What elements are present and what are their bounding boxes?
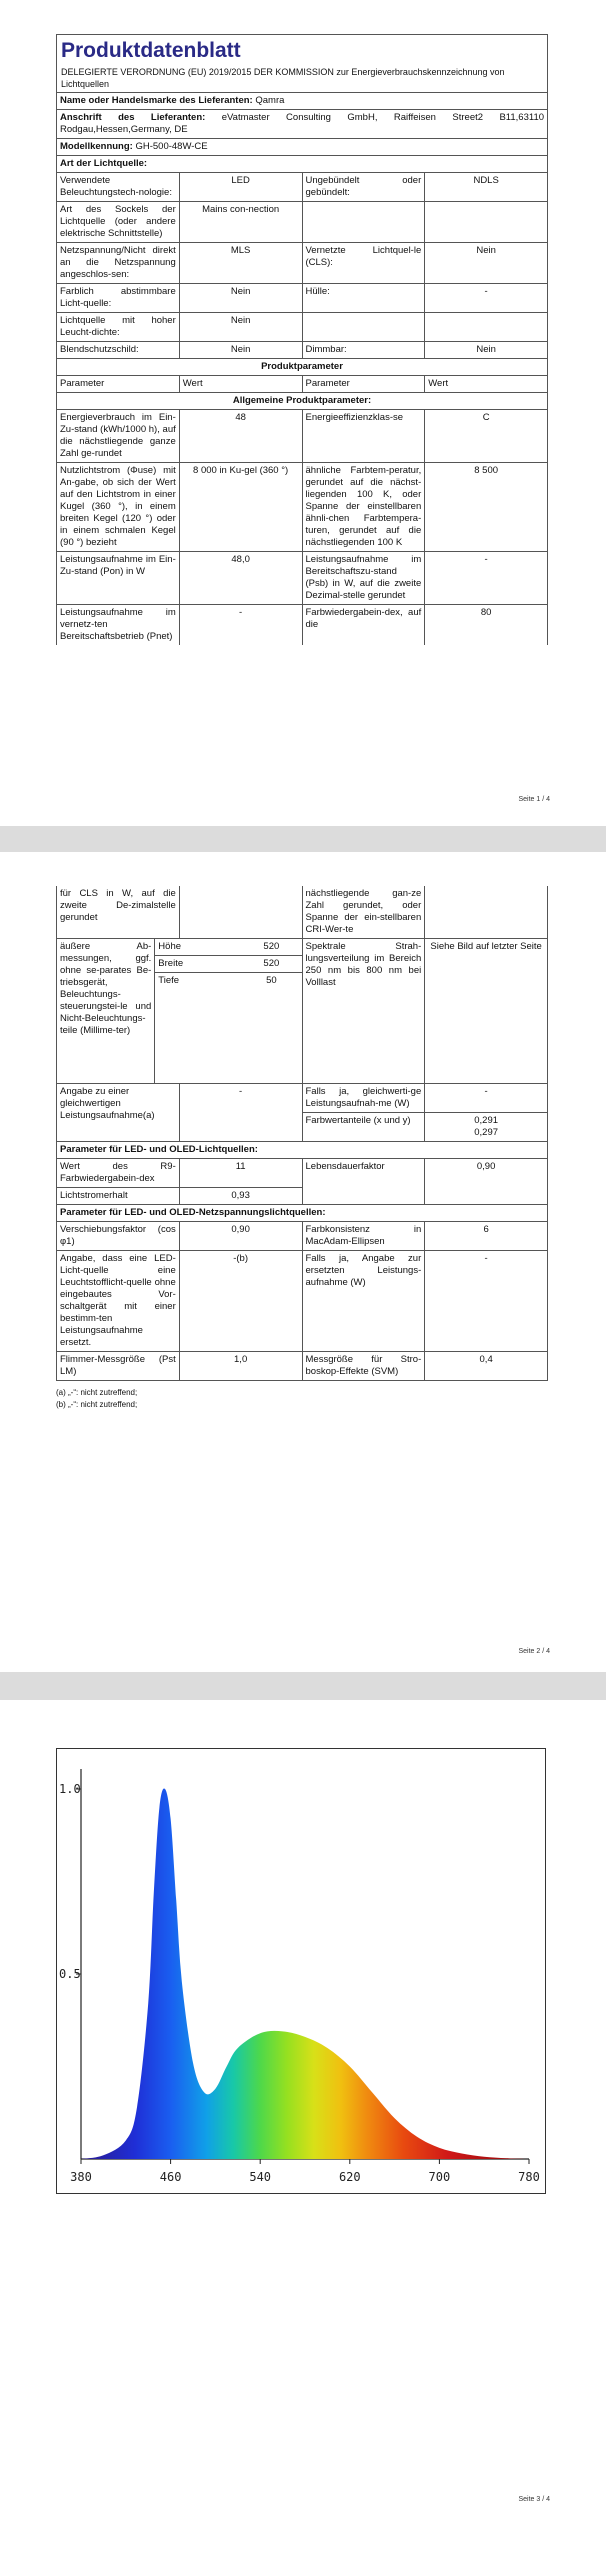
address-label: Anschrift des Lieferanten:: [60, 112, 206, 123]
x-tick-label: 620: [338, 2170, 361, 2184]
replace-value: -: [425, 1250, 548, 1351]
footnotes: [56, 1387, 548, 1411]
cell: Nein: [179, 313, 302, 342]
page-number: Seite 2 / 4: [518, 1648, 550, 1655]
page-number: Seite 1 / 4: [518, 796, 550, 803]
shift-label: Verschiebungsfaktor (cos φ1): [57, 1221, 180, 1250]
cell: Nein: [425, 243, 548, 284]
x-tick-label: 460: [159, 2170, 182, 2184]
dim-value-height: 520: [241, 939, 301, 956]
address-value: eVatmaster Consulting GmbH, Raiffeisen Street2 B11,63110 Rodgau,Hessen,Germany, DE: [60, 112, 545, 135]
y-tick-label: 1.0: [59, 1782, 81, 1796]
cell: Dimmbar:: [302, 342, 425, 359]
cell: Netzspannung/Nicht direkt an die Netzspannung angeschlos-sen:: [57, 243, 180, 284]
fluor-label: Angabe, dass eine LED-Licht-quelle eine Leuchtstofflicht-quelle ohne eingebautes Vor-schaltgerät mit einer bestimm-ten Leistungsaufnahme ersetzt.: [57, 1250, 180, 1351]
datasheet-table-2: [56, 886, 548, 1381]
cell: Farblich abstimmbare Licht-quelle:: [57, 284, 180, 313]
supplier-label: Name oder Handelsmarke des Lieferanten:: [60, 95, 253, 106]
color-coord-y: 0,297: [474, 1126, 499, 1138]
table-row: [57, 1221, 548, 1250]
cell: [302, 202, 425, 243]
dimensions-cell: [57, 939, 303, 1084]
flicker-label: Flimmer-Messgröße (Pst LM): [57, 1351, 180, 1380]
stroboscopic-label: Messgröße für Stro-boskop-Effekte (SVM): [302, 1351, 425, 1380]
cell: NDLS: [425, 173, 548, 202]
equiv-value: -: [179, 1083, 302, 1141]
cell: [425, 313, 548, 342]
cell: 8 000 in Ku-gel (360 °): [179, 463, 302, 552]
cell: Nein: [425, 342, 548, 359]
flux-maint-value: 0,93: [179, 1187, 302, 1204]
x-tick-label: 780: [518, 2170, 540, 2184]
footnote-a: (a) „-“: nicht zutreffend;: [56, 1387, 138, 1397]
stroboscopic-value: 0,4: [425, 1351, 548, 1380]
y-tick-label: 0.5: [59, 1967, 81, 1981]
color-coord-label: Farbwertanteile (x und y): [302, 1112, 425, 1141]
cell: Art des Sockels der Lichtquelle (oder andere elektrische Schnittstelle): [57, 202, 180, 243]
dimensions-label: äußere Ab-messungen, ggf. ohne se-parates Be-triebsgerät, Beleuchtungs-steuerungstei-le und Nicht-Beleuchtungs-teile (Millime-ter): [57, 939, 155, 1083]
cell: Mains con-nection: [179, 202, 302, 243]
cell: [179, 886, 302, 939]
dim-label-height: Höhe: [155, 939, 241, 956]
spectrum-svg: [57, 1749, 547, 2195]
col-param-2: Parameter: [302, 376, 425, 393]
equiv-right-value: -: [425, 1083, 548, 1112]
replace-label: Falls ja, Angabe zur ersetzten Leistungs-aufnahme (W): [302, 1250, 425, 1351]
macadam-label: Farbkonsistenz in MacAdam-Ellipsen: [302, 1221, 425, 1250]
cell: LED: [179, 173, 302, 202]
area-layer: [81, 1789, 529, 2159]
cell: Leistungsaufnahme im Bereitschaftszu-stand (Psb) in W, auf die zweite Dezimal-stelle gerundet: [302, 552, 425, 605]
flux-maint-label: Lichtstromerhalt: [57, 1187, 180, 1204]
datasheet-page-1: [56, 34, 548, 645]
lifetime-value: 0,90: [425, 1158, 548, 1204]
r9-label: Wert des R9-Farbwiedergabein-dex: [57, 1158, 180, 1187]
cont-left: für CLS in W, auf die zweite De-zimalstelle gerundet: [57, 886, 180, 939]
page-1: [0, 0, 606, 826]
table-row: [57, 284, 548, 313]
r9-value: 11: [179, 1158, 302, 1187]
table-row: [57, 1351, 548, 1380]
page-2: [0, 852, 606, 1672]
cell: Ungebündelt oder gebündelt:: [302, 173, 425, 202]
model-value: GH-500-48W-CE: [135, 141, 208, 152]
general-params-header: Allgemeine Produktparameter:: [57, 393, 548, 410]
table-row: [57, 1250, 548, 1351]
address-row: [57, 110, 548, 139]
macadam-value: 6: [425, 1221, 548, 1250]
table-row: [57, 1158, 548, 1187]
mains-params-header: Parameter für LED- und OLED-Netzspannungslichtquellen:: [57, 1204, 548, 1221]
cell: -: [425, 284, 548, 313]
table-row: [57, 342, 548, 359]
cell: Verwendete Beleuchtungstech-nologie:: [57, 173, 180, 202]
cell: Hülle:: [302, 284, 425, 313]
cell: Vernetzte Lichtquel-le (CLS):: [302, 243, 425, 284]
title-block: [56, 34, 548, 92]
column-header-row: [57, 376, 548, 393]
model-label: Modellkennung:: [60, 141, 133, 152]
dim-label-depth: Tiefe: [158, 975, 180, 986]
document-title: Produktdatenblatt: [61, 39, 241, 62]
table-row: [57, 410, 548, 463]
lifetime-label: Lebensdauerfaktor: [302, 1158, 425, 1204]
table-row: [57, 552, 548, 605]
shift-value: 0,90: [179, 1221, 302, 1250]
page-number: Seite 3 / 4: [518, 2496, 550, 2503]
cell: Nein: [179, 342, 302, 359]
cell: Energieverbrauch im Ein-Zu-stand (kWh/1000 h), auf die nächstliegende ganze Zahl ge-rundet: [57, 410, 180, 463]
document-subtitle: DELEGIERTE VERORDNUNG (EU) 2019/2015 DER KOMMISSION zur Energieverbrauchskennzeichnung von Lichtquellen: [61, 67, 505, 89]
cell: 80: [425, 605, 548, 646]
cell: ähnliche Farbtem-peratur, gerundet auf die nächst-liegenden 100 K, oder Spanne der einstellbaren ähnli-chen Farbtempera-turen, gerundet auf die nächstliegenden 100 K: [302, 463, 425, 552]
cell: -: [179, 605, 302, 646]
table-row: [57, 173, 548, 202]
table-row: [57, 939, 548, 1084]
table-row: [57, 1083, 548, 1112]
cell: Leistungsaufnahme im vernetz-ten Bereitschaftsbetrieb (Pnet): [57, 605, 180, 646]
equiv-label-text: Angabe zu einer gleichwertigen Leistungsaufnahme(a): [60, 1085, 155, 1121]
cell: Nein: [179, 284, 302, 313]
product-params-header: Produktparameter: [57, 359, 548, 376]
equiv-label: [57, 1083, 180, 1141]
cont-right: nächstliegende gan-ze Zahl gerundet, oder Spanne der ein-stellbaren CRI-Wer-te: [302, 886, 425, 939]
cell: Leistungsaufnahme im Ein-Zu-stand (Pon) in W: [57, 552, 180, 605]
cell: Blendschutzschild:: [57, 342, 180, 359]
cell: Nutzlichtstrom (Φuse) mit An-gabe, ob sich der Wert auf den Lichtstrom in einer Kugel (360 °), in einem breiten Kegel (120 °) oder in einem schmalen Kegel (90 °) bezieht: [57, 463, 180, 552]
spectrum-chart: [56, 1748, 546, 2194]
cell: MLS: [179, 243, 302, 284]
supplier-row: [57, 93, 548, 110]
footnote-b: (b) „-“: nicht zutreffend;: [56, 1399, 138, 1409]
x-tick-label: 380: [70, 2170, 92, 2184]
cell: -: [425, 552, 548, 605]
supplier-value: Qamra: [255, 95, 285, 106]
x-tick-label: 700: [428, 2170, 451, 2184]
spectral-label: Spektrale Strah-lungsverteilung im Bereich 250 nm bis 800 nm bei Volllast: [302, 939, 425, 1084]
page-3: [0, 1700, 606, 2560]
color-coord-x: 0,291: [474, 1114, 499, 1126]
fluor-value: -(b): [179, 1250, 302, 1351]
spectral-value: Siehe Bild auf letzter Seite: [425, 939, 548, 1084]
dim-label-width: Breite: [155, 956, 241, 973]
cell: [425, 202, 548, 243]
cell: Energieeffizienzklas-se: [302, 410, 425, 463]
datasheet-table-1: [56, 92, 548, 645]
table-row: [57, 886, 548, 939]
dim-value-width: 520: [241, 956, 301, 973]
table-row: [57, 605, 548, 646]
col-value-2: Wert: [425, 376, 548, 393]
dim-value-depth: 50: [266, 975, 277, 986]
cell: 48,0: [179, 552, 302, 605]
col-value-1: Wert: [179, 376, 302, 393]
light-type-header: Art der Lichtquelle:: [57, 156, 548, 173]
table-row: [57, 202, 548, 243]
cell: [302, 313, 425, 342]
color-coord-values: [425, 1112, 548, 1141]
cell: Farbwiedergabein-dex, auf die: [302, 605, 425, 646]
equiv-right-label: Falls ja, gleichwerti-ge Leistungsaufnah-me (W): [302, 1083, 425, 1112]
cell: C: [425, 410, 548, 463]
spectrum-area: [81, 1789, 529, 2159]
cell: 48: [179, 410, 302, 463]
datasheet-page-2: [56, 886, 548, 1411]
flicker-value: 1,0: [179, 1351, 302, 1380]
col-param-1: Parameter: [57, 376, 180, 393]
cell: [425, 886, 548, 939]
led-params-header: Parameter für LED- und OLED-Lichtquellen:: [57, 1141, 548, 1158]
cell: 8 500: [425, 463, 548, 552]
table-row: [57, 313, 548, 342]
model-row: [57, 139, 548, 156]
table-row: [57, 243, 548, 284]
table-row: [57, 463, 548, 552]
x-tick-label: 540: [249, 2170, 272, 2184]
cell: Lichtquelle mit hoher Leucht-dichte:: [57, 313, 180, 342]
